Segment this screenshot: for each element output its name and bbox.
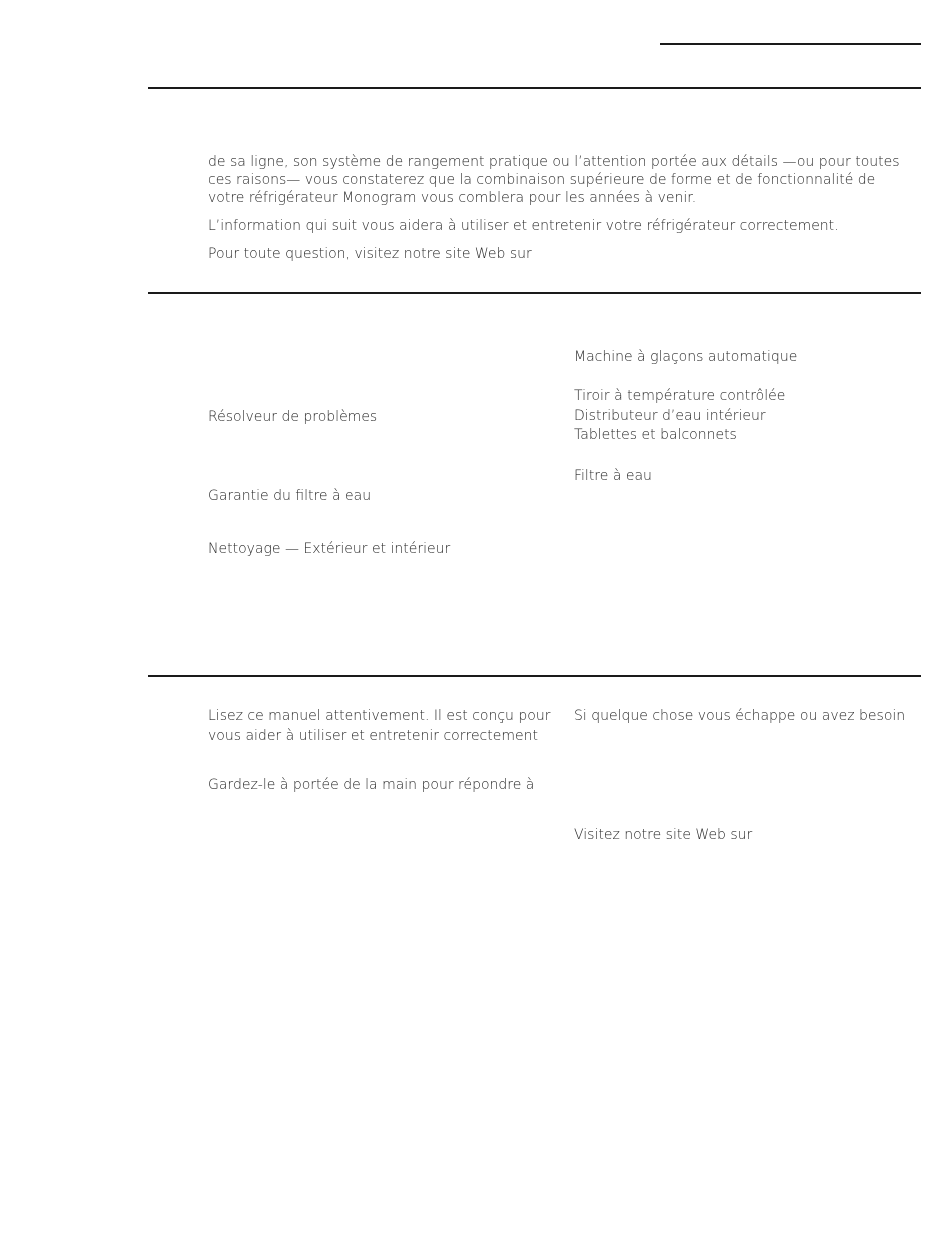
intro-info-line: L’information qui suit vous aidera à utiliser et entretenir votre réfrigérateur correctement.	[208, 218, 839, 234]
toc-troubleshooter: Résolveur de problèmes	[208, 409, 378, 425]
header-rule	[660, 43, 921, 45]
intro-question-line: Pour toute question, visitez notre site Web sur	[208, 246, 532, 262]
read-manual-line-2: vous aider à utiliser et entretenir correctement	[208, 728, 538, 744]
toc-temperature-drawer: Tiroir à température contrôlée	[574, 388, 786, 404]
section-divider-contents	[148, 292, 921, 294]
toc-shelves-bins: Tablettes et balconnets	[574, 427, 737, 443]
visit-web-line: Visitez notre site Web sur	[574, 827, 753, 843]
section-divider-manual	[148, 675, 921, 677]
toc-cleaning: Nettoyage — Extérieur et intérieur	[208, 541, 451, 557]
toc-water-dispenser: Distributeur d’eau intérieur	[574, 407, 766, 424]
read-manual-line-1: Lisez ce manuel attentivement. Il est conçu pour	[208, 708, 551, 724]
intro-paragraph: de sa ligne, son système de rangement pratique ou l’attention portée aux détails —ou pour toutes ces raisons— vous constaterez que la combinaison supérieure de forme et de fonctionnalité de votre réfrigérateur Monogram vous comblera pour les années à venir.	[208, 154, 900, 206]
toc-water-filter: Filtre à eau	[574, 468, 652, 484]
section-divider-intro	[148, 87, 921, 89]
if-unclear-line: Si quelque chose vous échappe ou avez besoin	[574, 708, 906, 724]
toc-right-list	[574, 387, 785, 446]
keep-handy-line: Gardez-le à portée de la main pour répondre à	[208, 777, 535, 793]
toc-ice-maker: Machine à glaçons automatique	[574, 349, 798, 365]
toc-filter-warranty: Garantie du filtre à eau	[208, 488, 372, 504]
